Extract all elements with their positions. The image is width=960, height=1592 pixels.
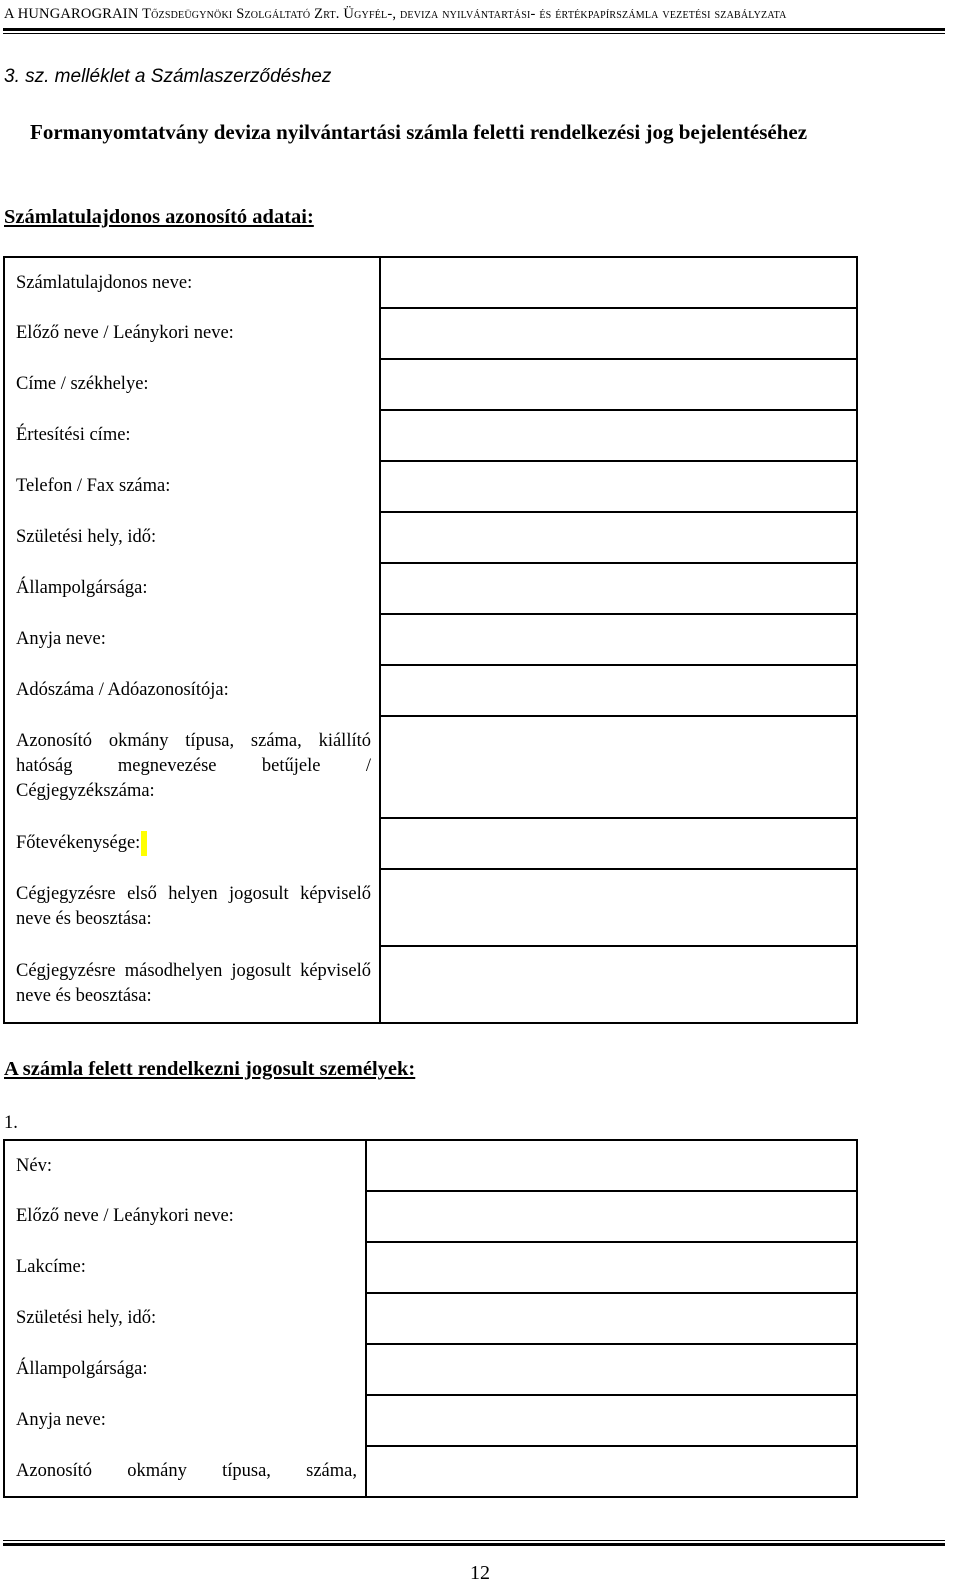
owner-label-tax-id: Adószáma / Adóazonosítója: [4,665,380,716]
authorized-label-mother-name: Anyja neve: [4,1395,366,1446]
owner-field-birth[interactable] [380,512,857,563]
owner-field-mother-name[interactable] [380,614,857,665]
owner-section-heading: Számlatulajdonos azonosító adatai: [4,206,314,228]
owner-row-phone-fax [4,461,857,512]
owner-field-id-document[interactable] [380,716,857,818]
authorized-label-name: Név: [4,1140,366,1191]
owner-field-second-representative[interactable] [380,946,857,1023]
owner-field-name[interactable] [380,257,857,308]
owner-label-id-document: Azonosító okmány típusa, száma, kiállító hatóság megnevezése betűjele / Cégjegyzékszáma: [4,716,380,818]
owner-row-second-representative [4,946,857,1023]
owner-row-id-document [4,716,857,818]
owner-label-name: Számlatulajdonos neve: [4,257,380,308]
owner-row-address [4,359,857,410]
authorized-field-citizenship[interactable] [366,1344,857,1395]
owner-row-notification-address [4,410,857,461]
authorized-row-birth [4,1293,857,1344]
authorized-person-table [3,1139,858,1498]
owner-label-mother-name: Anyja neve: [4,614,380,665]
footer-rule-thick [3,1543,945,1546]
authorized-row-mother-name [4,1395,857,1446]
owner-data-table [3,256,858,1024]
owner-row-main-activity [4,818,857,869]
owner-label-notification-address: Értesítési címe: [4,410,380,461]
owner-label-birth: Születési hely, idő: [4,512,380,563]
owner-field-main-activity[interactable] [380,818,857,869]
owner-field-notification-address[interactable] [380,410,857,461]
authorized-person-number: 1. [4,1113,18,1133]
authorized-field-previous-name[interactable] [366,1191,857,1242]
owner-label-address: Címe / székhelye: [4,359,380,410]
authorized-row-citizenship [4,1344,857,1395]
annex-label: 3. sz. melléklet a Számlaszerződéshez [4,66,332,87]
authorized-label-birth: Születési hely, idő: [4,1293,366,1344]
header-rule-thick [3,28,945,31]
authorized-field-name[interactable] [366,1140,857,1191]
header-rule-thin [3,33,945,34]
authorized-field-birth[interactable] [366,1293,857,1344]
owner-field-citizenship[interactable] [380,563,857,614]
text-highlight-mark [141,831,147,856]
page-number: 12 [470,1562,490,1584]
owner-label-previous-name: Előző neve / Leánykori neve: [4,308,380,359]
owner-field-previous-name[interactable] [380,308,857,359]
authorized-field-mother-name[interactable] [366,1395,857,1446]
owner-field-first-representative[interactable] [380,869,857,946]
authorized-label-citizenship: Állampolgársága: [4,1344,366,1395]
owner-label-citizenship: Állampolgársága: [4,563,380,614]
owner-field-tax-id[interactable] [380,665,857,716]
owner-label-main-activity: Főtevékenysége: [16,833,141,853]
owner-label-main-activity-cell [4,818,380,869]
authorized-row-address [4,1242,857,1293]
footer-rule-thin [3,1540,945,1541]
owner-label-phone-fax: Telefon / Fax száma: [4,461,380,512]
running-header-text: A HUNGAROGRAIN Tőzsdeügynöki Szolgáltató Zrt. Ügyfél-, deviza nyilvántartási- és értékpapírszámla vezetési szabályzata [4,6,787,22]
form-title: Formanyomtatvány deviza nyilvántartási számla feletti rendelkezési jog bejelentéséhez [30,120,808,144]
owner-row-tax-id [4,665,857,716]
owner-field-phone-fax[interactable] [380,461,857,512]
owner-field-address[interactable] [380,359,857,410]
owner-label-second-representative: Cégjegyzésre másodhelyen jogosult képviselő neve és beosztása: [4,946,380,1023]
owner-label-first-representative: Cégjegyzésre első helyen jogosult képviselő neve és beosztása: [4,869,380,946]
authorized-row-previous-name [4,1191,857,1242]
authorized-field-id-document[interactable] [366,1446,857,1497]
authorized-label-previous-name: Előző neve / Leánykori neve: [4,1191,366,1242]
owner-row-name [4,257,857,308]
authorized-row-name [4,1140,857,1191]
authorized-label-address: Lakcíme: [4,1242,366,1293]
authorized-row-id-document [4,1446,857,1497]
owner-row-first-representative [4,869,857,946]
authorized-label-id-document: Azonosító okmány típusa, száma, [4,1446,366,1497]
authorized-section-heading: A számla felett rendelkezni jogosult személyek: [4,1058,416,1080]
owner-row-birth [4,512,857,563]
owner-row-previous-name [4,308,857,359]
owner-row-mother-name [4,614,857,665]
owner-row-citizenship [4,563,857,614]
authorized-field-address[interactable] [366,1242,857,1293]
running-header [4,6,944,23]
